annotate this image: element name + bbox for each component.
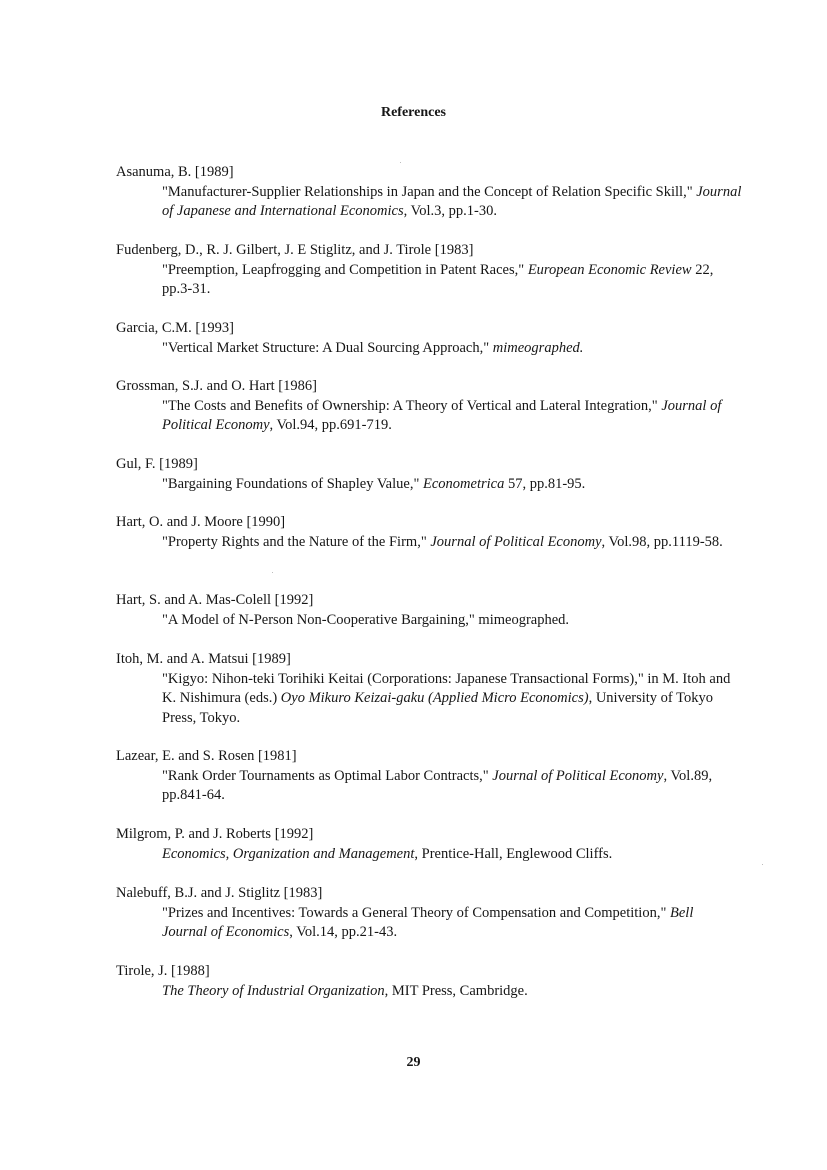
reference-author-year: Grossman, S.J. and O. Hart [1986] <box>116 378 317 394</box>
reference-entry <box>116 747 742 806</box>
reference-entry <box>116 455 742 494</box>
reference-citation <box>116 339 742 359</box>
reference-citation <box>116 845 742 865</box>
reference-text: "Prizes and Incentives: Towards a General Theory of Compensation and Competition," <box>162 904 671 921</box>
reference-entry <box>116 377 742 436</box>
reference-entry <box>116 513 742 552</box>
reference-citation <box>116 183 742 222</box>
reference-citation <box>116 767 742 806</box>
scan-speck <box>762 864 763 865</box>
reference-citation <box>116 261 742 300</box>
reference-text: "Bargaining Foundations of Shapley Value," <box>162 475 423 492</box>
reference-text: , Vol.89, pp.841-64. <box>162 767 713 803</box>
scan-speck <box>272 572 273 573</box>
reference-text: "Vertical Market Structure: A Dual Sourcing Approach," <box>162 339 493 356</box>
page-title: References <box>380 105 447 120</box>
reference-entry <box>116 884 742 943</box>
reference-source-title: The Theory of Industrial Organization <box>162 982 385 999</box>
reference-text: "A Model of N-Person Non-Cooperative Bargaining," mimeographed. <box>162 611 570 628</box>
reference-text: 22, pp.3-31. <box>162 261 714 297</box>
reference-text: "Rank Order Tournaments as Optimal Labor Contracts," <box>162 767 493 784</box>
reference-citation <box>116 982 742 1002</box>
reference-text: , MIT Press, Cambridge. <box>384 982 528 999</box>
reference-text: , Prentice-Hall, Englewood Cliffs. <box>414 845 613 862</box>
reference-author-year: Hart, O. and J. Moore [1990] <box>116 514 286 530</box>
reference-citation <box>116 670 742 729</box>
reference-entry <box>116 650 742 728</box>
reference-citation <box>116 475 742 495</box>
reference-author-year: Itoh, M. and A. Matsui [1989] <box>116 651 291 667</box>
reference-author-year: Fudenberg, D., R. J. Gilbert, J. E Stiglitz, and J. Tirole [1983] <box>116 242 474 258</box>
reference-author-year: Tirole, J. [1988] <box>116 963 210 979</box>
reference-text: "Property Rights and the Nature of the Firm," <box>162 533 431 550</box>
reference-author-year: Nalebuff, B.J. and J. Stiglitz [1983] <box>116 885 323 901</box>
reference-source-title: European Economic Review <box>527 261 692 278</box>
reference-text: 57, pp.81-95. <box>504 475 586 492</box>
reference-author-year: Asanuma, B. [1989] <box>116 164 234 180</box>
reference-entry <box>116 319 742 358</box>
reference-entry <box>116 241 742 300</box>
reference-citation <box>116 533 742 553</box>
reference-source-title: Journal of Political Economy <box>162 397 722 433</box>
reference-entry <box>116 591 742 630</box>
reference-source-title: mimeographed. <box>492 339 584 356</box>
reference-source-title: Econometrica <box>423 475 505 492</box>
reference-author-year: Lazear, E. and S. Rosen [1981] <box>116 748 297 764</box>
reference-author-year: Garcia, C.M. [1993] <box>116 320 234 336</box>
scan-speck <box>400 162 401 163</box>
reference-text: , Vol.98, pp.1119-58. <box>601 533 723 550</box>
reference-text: , Vol.3, pp.1-30. <box>403 203 497 219</box>
reference-text: , University of Tokyo Press, Tokyo. <box>162 690 713 726</box>
reference-text: , Vol.14, pp.21-43. <box>289 924 398 940</box>
reference-entry <box>116 825 742 864</box>
reference-text: "Preemption, Leapfrogging and Competition in Patent Races," <box>162 261 528 278</box>
reference-text: "Kigyo: Nihon-teki Torihiki Keitai (Corporations: Japanese Transactional Forms)," in M. Itoh and K. Nishimura (eds.) <box>162 670 731 706</box>
reference-entry <box>116 962 742 1001</box>
reference-entry <box>116 163 742 222</box>
page-number: 29 <box>406 1055 421 1070</box>
reference-author-year: Hart, S. and A. Mas-Colell [1992] <box>116 592 314 608</box>
reference-source-title: Journal of Political Economy <box>430 533 602 550</box>
reference-citation <box>116 397 742 436</box>
reference-text: , Vol.94, pp.691-719. <box>269 417 392 433</box>
reference-source-title: Oyo Mikuro Keizai-gaku (Applied Micro Economics) <box>280 690 589 706</box>
reference-source-title: Economics, Organization and Management <box>162 845 415 862</box>
reference-source-title: Journal of Japanese and International Economics <box>162 183 742 219</box>
reference-author-year: Milgrom, P. and J. Roberts [1992] <box>116 826 314 842</box>
reference-author-year: Gul, F. [1989] <box>116 456 198 472</box>
reference-source-title: Journal of Political Economy <box>492 767 664 784</box>
reference-text: "The Costs and Benefits of Ownership: A Theory of Vertical and Lateral Integration," <box>162 397 662 414</box>
reference-citation <box>116 611 742 631</box>
reference-text: "Manufacturer-Supplier Relationships in Japan and the Concept of Relation Specific Skill," <box>162 183 697 200</box>
reference-citation <box>116 904 742 943</box>
reference-source-title: Bell Journal of Economics <box>162 904 694 940</box>
